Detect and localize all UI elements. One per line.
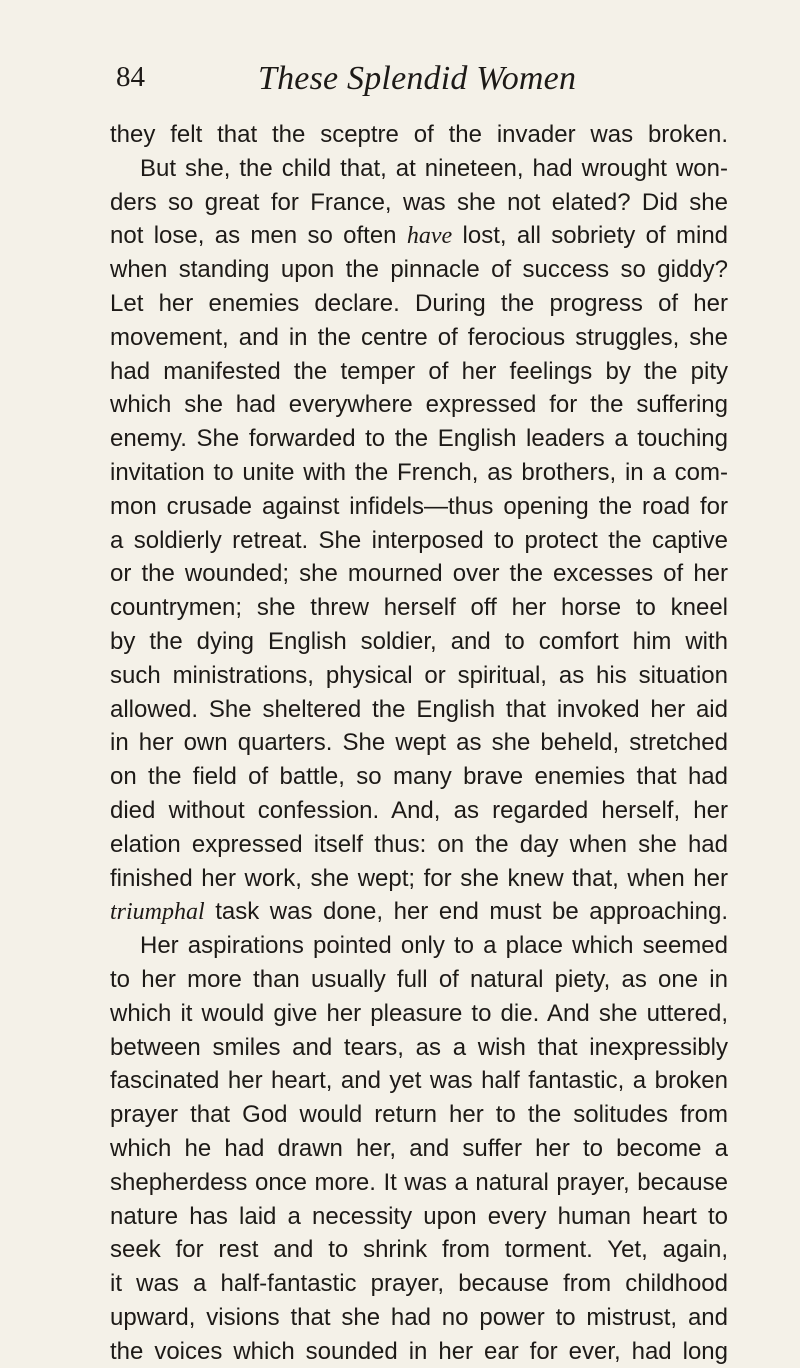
text-line-13: a soldierly retreat. She interposed to protect the captive <box>110 526 728 554</box>
text-line-2: But she, the child that, at nineteen, had wrought won- <box>140 154 728 182</box>
text-line-37: the voices which sounded in her ear for ever, had long <box>110 1337 728 1365</box>
text-line-19: in her own quarters. She wept as she beheld, stretched <box>110 729 728 757</box>
text-line-29: fascinated her heart, and yet was half fantastic, a broken <box>110 1067 728 1095</box>
text-line-4 <box>110 219 728 253</box>
text-line-28: between smiles and tears, as a wish that inexpressibly <box>110 1033 728 1061</box>
text-line-26: to her more than usually full of natural piety, as one in <box>110 965 728 993</box>
page-header <box>0 58 800 108</box>
body-text <box>110 118 728 1368</box>
text-line-18: allowed. She sheltered the English that invoked her aid <box>110 695 728 723</box>
text-line-27: which it would give her pleasure to die. And she uttered, <box>110 999 728 1027</box>
text-line-31: which he had drawn her, and suffer her to become a <box>110 1134 728 1162</box>
text-line-7: movement, and in the centre of ferocious struggles, she <box>110 323 728 351</box>
text-line-3: ders so great for France, was she not elated? Did she <box>110 188 728 216</box>
text-line-32: shepherdess once more. It was a natural prayer, because <box>110 1168 728 1196</box>
text-line-10: enemy. She forwarded to the English leaders a touching <box>110 425 728 453</box>
page-number: 84 <box>116 61 145 93</box>
text-line-30: prayer that God would return her to the solitudes from <box>110 1101 728 1129</box>
text-line-8: had manifested the temper of her feelings by the pity <box>110 357 728 385</box>
text-line-36: upward, visions that she had no power to mistrust, and <box>110 1303 728 1331</box>
text-line-33: nature has laid a necessity upon every human heart to <box>110 1202 728 1230</box>
text-line-15: countrymen; she threw herself off her horse to kneel <box>110 594 728 622</box>
text-line-9: which she had everywhere expressed for the suffering <box>110 391 728 419</box>
text-line-22: elation expressed itself thus: on the day when she had <box>110 830 728 858</box>
text-line-14: or the wounded; she mourned over the excesses of her <box>110 560 728 588</box>
text-line-11: invitation to unite with the French, as brothers, in a com- <box>110 458 728 486</box>
text-line-4-before: not lose, as men so often <box>110 222 407 250</box>
text-line-35: it was a half-fantastic prayer, because from childhood <box>110 1270 728 1298</box>
text-line-24 <box>110 895 728 929</box>
text-line-34: seek for rest and to shrink from torment. Yet, again, <box>110 1236 728 1264</box>
italic-have: have <box>406 223 453 250</box>
italic-triumphal: triumphal <box>110 899 205 926</box>
text-line-20: on the field of battle, so many brave enemies that had <box>110 763 728 791</box>
text-line-5: when standing upon the pinnacle of success so giddy? <box>110 256 728 284</box>
text-line-23: finished her work, she wept; for she knew that, when her <box>110 864 728 892</box>
text-line-6: Let her enemies declare. During the progress of her <box>110 289 728 317</box>
text-line-1: they felt that the sceptre of the invader was broken. <box>110 121 728 148</box>
text-line-24-after: task was done, her end must be approaching. <box>204 898 728 926</box>
text-line-21: died without confession. And, as regarded herself, her <box>110 796 728 824</box>
text-line-16: by the dying English soldier, and to comfort him with <box>110 627 728 655</box>
text-line-4-after: lost, all sobriety of mind <box>452 222 729 250</box>
text-line-25: Her aspirations pointed only to a place which seemed <box>140 932 728 960</box>
text-line-17: such ministrations, physical or spiritual, as his situation <box>110 661 728 689</box>
text-line-12: mon crusade against infidels—thus opening the road for <box>110 492 728 520</box>
running-title: These Splendid Women <box>258 60 577 97</box>
